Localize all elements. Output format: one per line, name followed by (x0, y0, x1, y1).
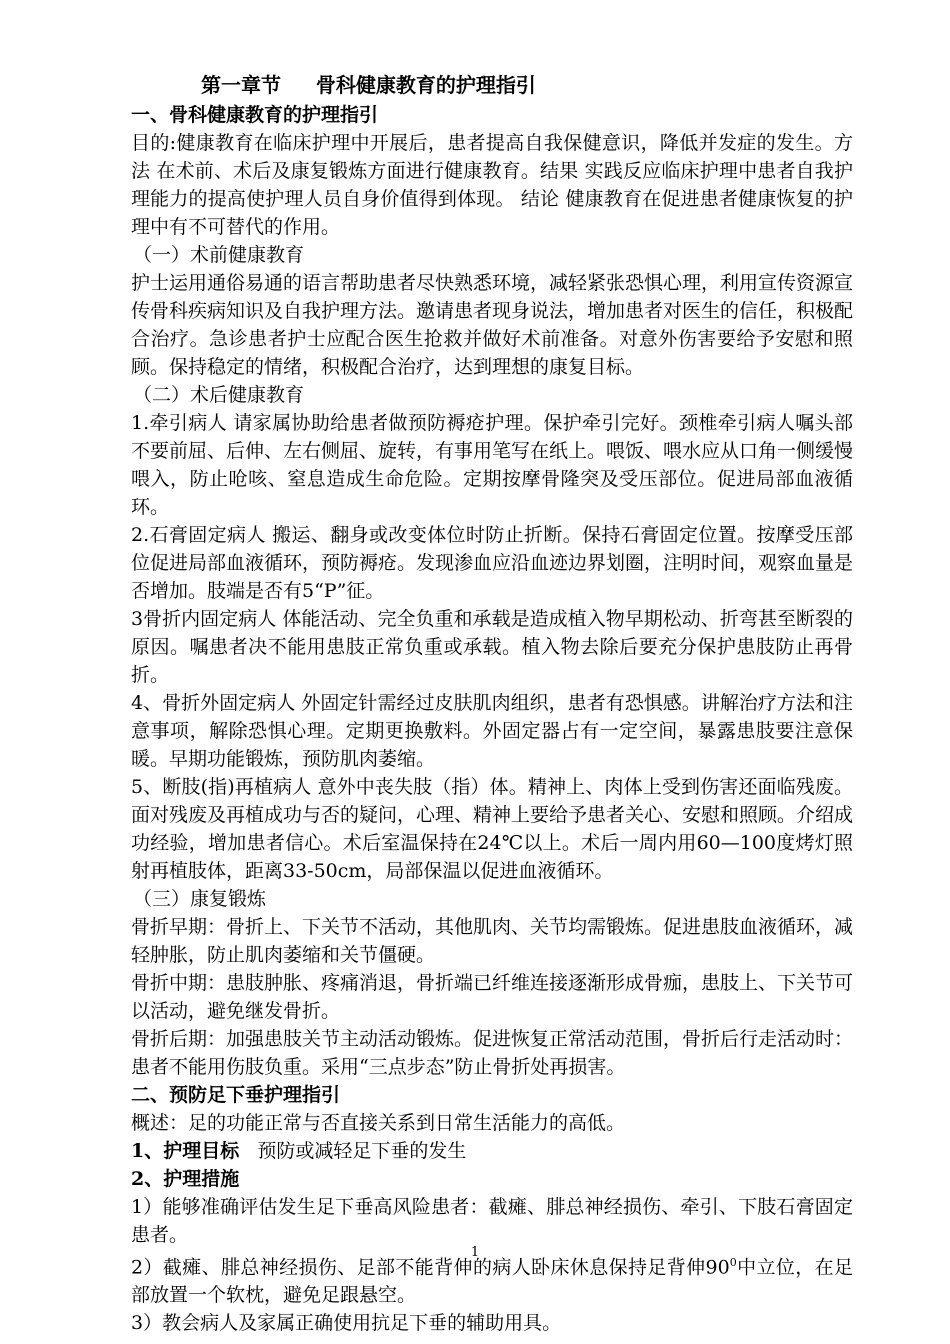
page-number: 1 (470, 1245, 480, 1260)
postop-item: 2.石膏固定病人 搬运、翻身或改变体位时防止折断。保持石膏固定位置。按摩受压部位促进局部血液循环，预防褥疮。发现渗血应沿血迹边界划圈，注明时间，观察血量是否增加。肢端是否有5“P”征。 (131, 524, 854, 602)
rehab-item: 骨折后期：加强患肢关节主动活动锻炼。促进恢复正常活动范围，骨折后行走活动时：患者不能用伤肢负重。采用“三点步态”防止骨折处再损害。 (131, 1028, 854, 1078)
goal-label: 1、护理目标 (131, 1140, 240, 1162)
postop-item: 3骨折内固定病人 体能活动、完全负重和承载是造成植入物早期松动、折弯甚至断裂的原因。嘱患者决不能用患肢正常负重或承载。植入物去除后要充分保护患肢防止再骨折。 (131, 608, 853, 686)
measure2-superscript: 0 (729, 1256, 737, 1269)
measures-label: 2、护理措施 (131, 1168, 240, 1190)
measure-item: 3）教会病人及家属正确使用抗足下垂的辅助用具。 (131, 1312, 562, 1335)
overview-paragraph: 概述：足的功能正常与否直接关系到日常生活能力的高低。 (131, 1112, 626, 1134)
postop-item: 4、骨折外固定病人 外固定针需经过皮肤肌肉组织，患者有恐惧感。讲解治疗方法和注意事项，解除恐惧心理。定期更换敷料。外固定器占有一定空间，暴露患肢要注意保暖。早期功能锻炼，预防肌肉萎缩。 (131, 692, 853, 770)
measure2-text-b: 中立位，在足部放置一个软枕，避免足跟悬空。 (131, 1256, 853, 1307)
subsection-heading-preop: （一）术前健康教育 (133, 244, 305, 266)
subsection-heading-postop: （二）术后健康教育 (133, 384, 305, 406)
intro-paragraph: 目的:健康教育在临床护理中开展后，患者提高自我保健意识，降低并发症的发生。方法 在术前、术后及康复锻炼方面进行健康教育。结果 实践反应临床护理中患者自我护理能力的提高使护理人员自身价值得到体现。 结论 健康教育在促进患者健康恢复的护理中有不可替代的作用。 (131, 132, 853, 238)
rehab-item: 骨折中期：患肢肿胀、疼痛消退，骨折端已纤维连接逐渐形成骨痂，患肢上、下关节可以活动，避免继发骨折。 (131, 972, 854, 1022)
section-heading-1: 一、骨科健康教育的护理指引 (131, 104, 379, 126)
measure-item: 1）能够准确评估发生足下垂高风险患者：截瘫、腓总神经损伤、牵引、下肢石膏固定患者。 (131, 1196, 853, 1246)
postop-item: 1.牵引病人 请家属协助给患者做预防褥疮护理。保护牵引完好。颈椎牵引病人嘱头部不要前屈、后伸、左右侧屈、旋转，有事用笔写在纸上。喂饭、喂水应从口角一侧缓慢喂入，防止呛咳、窒息造成生命危险。定期按摩骨隆突及受压部位。促进局部血液循环。 (131, 412, 854, 518)
measure2-text-a: 2）截瘫、腓总神经损伤、足部不能背伸的病人卧床休息保持足背伸90 (131, 1256, 730, 1279)
subsection-heading-rehab: （三）康复锻炼 (133, 888, 267, 910)
section-heading-2: 二、预防足下垂护理指引 (131, 1084, 341, 1106)
preop-paragraph: 护士运用通俗易通的语言帮助患者尽快熟悉环境，减轻紧张恐惧心理，利用宣传资源宣传骨科疾病知识及自我护理方法。邀请患者现身说法，增加患者对医生的信任，积极配合治疗。急诊患者护士应配合医生抢救并做好术前准备。对意外伤害要给予安慰和照顾。保持稳定的情绪，积极配合治疗，达到理想的康复目标。 (131, 272, 854, 378)
goal-text: 预防或减轻足下垂的发生 (239, 1140, 467, 1162)
goal-line (131, 1137, 853, 1165)
chapter-title: 第一章节 骨科健康教育的护理指引 (201, 73, 536, 97)
rehab-item: 骨折早期：骨折上、下关节不活动，其他肌肉、关节均需锻炼。促进患肢血液循环，减轻肿胀，防止肌肉萎缩和关节僵硬。 (131, 916, 854, 966)
postop-item: 5、断肢(指)再植病人 意外中丧失肢（指）体。精神上、肉体上受到伤害还面临残废。面对残废及再植成功与否的疑问，心理、精神上要给予患者关心、安慰和照顾。介绍成功经验，增加患者信心。术后室温保持在24℃以上。术后一周内用60—100度烤灯照射再植肢体，距离33-50cm，局部保温以促进血液循环。 (131, 776, 854, 882)
document-body (131, 70, 853, 1337)
